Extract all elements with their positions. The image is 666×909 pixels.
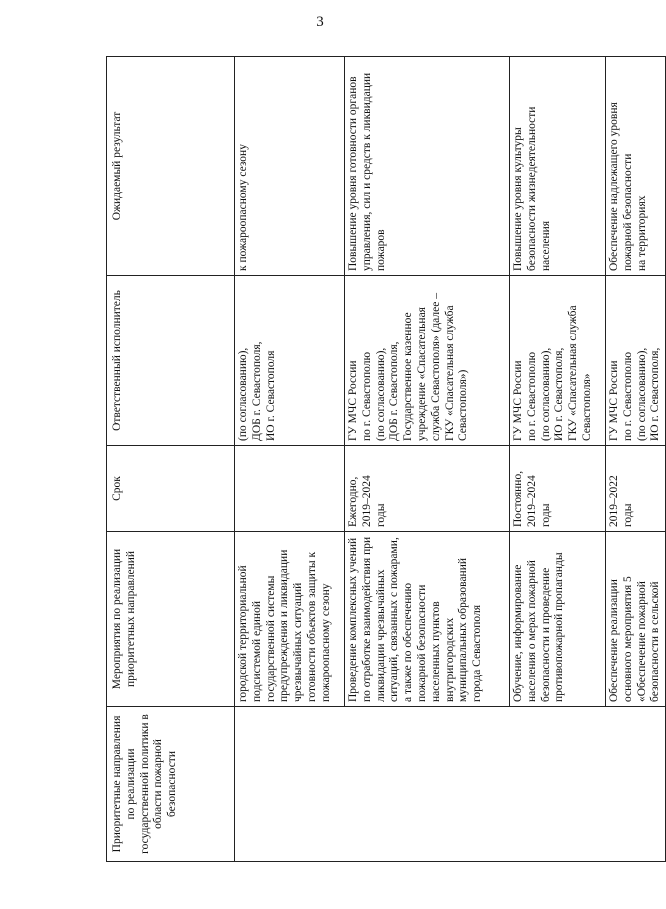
header-result: Ожидаемый результат [107,57,235,276]
header-executor: Ответственный исполнитель [107,276,235,446]
header-term: Срок [107,446,235,532]
header-direction: Приоритетные направления по реализации государственной политики в области пожарной безопасности [107,707,235,862]
cell-term [235,446,345,532]
rotated-table-container [106,57,662,862]
cell-activity: Обучение, информирование населения о мерах пожарной безопасности и проведение противопожарной пропаганды [510,532,606,707]
header-activity: Мероприятия по реализации приоритетных направлений [107,532,235,707]
cell-executor: ГУ МЧС России по г. Севастополю (по согласованию), ДОБ г. Севастополя, Государственное казенное учреждение «Спасательная служба Севастополя» (далее – ГКУ «Спасательная служба Севастополя») [345,276,510,446]
page-number: 3 [316,14,324,30]
cell-activity: Обеспечение реализации основного мероприятия 5 «Обеспечение пожарной безопасности в сельской [606,532,666,707]
cell-executor: (по согласованию), ДОБ г. Севастополя, ИО г. Севастополя [235,276,345,446]
cell-result: Повышение уровня культуры безопасности жизнедеятельности населения [510,57,606,276]
table-row [235,57,345,862]
cell-activity: городской территориальной подсистемой единой государственной системы предупреждения и ликвидации чрезвычайных ситуаций готовности объектов защиты к пожароопасному сезону [235,532,345,707]
cell-term: Постоянно, 2019–2024 годы [510,446,606,532]
cell-executor: ГУ МЧС России по г. Севастополю (по согласованию), ИО г. Севастополя, ГКУ «Спасательная служба Севастополя» [510,276,606,446]
measures-table [106,56,666,862]
cell-direction [235,707,666,862]
cell-activity: Проведение комплексных учений по отработке взаимодействия при ликвидации чрезвычайных ситуаций, связанных с пожарами, а также по обеспечению пожарной безопасности населенных пунктов внутригородских муниципальных образований города Севастополя [345,532,510,707]
cell-result: Повышение уровня готовности органов управления, сил и средств к ликвидации пожаров [345,57,510,276]
cell-result: к пожароопасному сезону [235,57,345,276]
table-header-row [107,57,235,862]
cell-term: Ежегодно, 2019–2024 годы [345,446,510,532]
cell-executor: ГУ МЧС России по г. Севастополю (по согласованию), ИО г. Севастополя, [606,276,666,446]
cell-result: Обеспечение надлежащего уровня пожарной безопасности на территориях [606,57,666,276]
cell-term: 2019–2022 годы [606,446,666,532]
